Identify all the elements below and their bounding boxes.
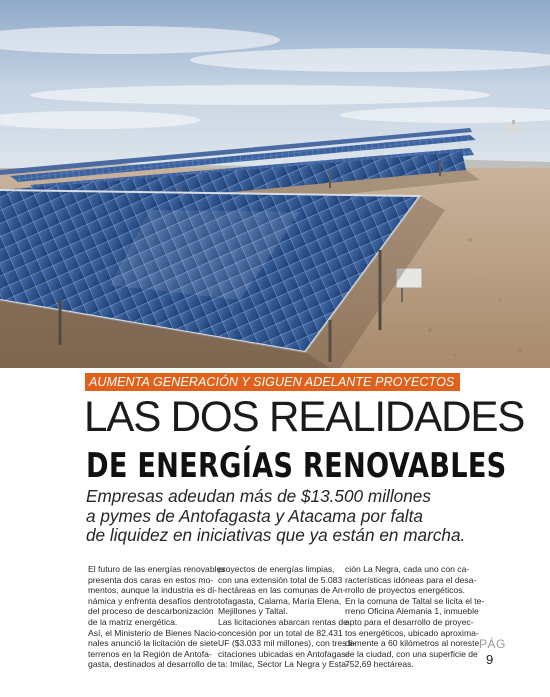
body-line: nales anunció la licitación de siete xyxy=(88,638,218,649)
body-line: tofagasta, Calama, María Elena, xyxy=(218,595,342,606)
body-column-3 xyxy=(345,564,485,670)
body-line: ción La Negra, cada uno con ca- xyxy=(345,564,470,574)
body-column-1 xyxy=(88,564,226,670)
body-line: damente a 60 kilómetros al noreste xyxy=(345,638,480,649)
body-line: Así, el Ministerio de Bienes Nacio- xyxy=(88,627,219,638)
page-number: 9 xyxy=(486,652,494,667)
body-line: con una extensión total de 5.083 xyxy=(218,574,343,585)
body-line: proyectos de energías limpias, xyxy=(218,564,335,574)
body-line: concesión por un total de 82.431 xyxy=(218,627,343,638)
section-kicker: AUMENTA GENERACIÓN Y SIGUEN ADELANTE PROYECTOS xyxy=(85,373,460,391)
body-line: racterísticas idóneas para el desa- xyxy=(345,574,477,585)
body-line: En la comuna de Taltal se licita el te- xyxy=(345,595,485,606)
body-line: mentos, aunque la industria es di- xyxy=(88,585,217,596)
body-line: ta: Imilac, Sector La Negra y Esta- xyxy=(218,659,349,670)
body-line: gasta, destinados al desarrollo de xyxy=(88,659,217,670)
headline-bold: DE ENERGÍAS RENOVABLES xyxy=(86,446,507,486)
body-line: hectáreas en las comunas de An- xyxy=(218,585,346,596)
deck-line: a pymes de Antofagasta y Atacama por falta xyxy=(86,505,423,526)
deck-line: de liquidez en iniciativas que ya están en marcha. xyxy=(86,525,466,545)
body-line: presenta dos caras en estos mo- xyxy=(88,574,214,585)
body-line: apto para el desarrollo de proyec- xyxy=(345,616,474,627)
body-line: Las licitaciones abarcan rentas de xyxy=(218,616,348,627)
body-line: UF ($3.033 mil millones), con tres li- xyxy=(218,638,356,649)
deck-line: Empresas adeudan más de $13.500 millones xyxy=(86,486,431,506)
body-line: námica y enfrenta desafíos dentro xyxy=(88,595,218,606)
deck-subtitle xyxy=(86,487,526,546)
body-line: citaciones ubicadas en Antofagas- xyxy=(218,648,349,659)
body-line: de la matriz energética. xyxy=(88,616,178,627)
body-line: de la ciudad, con una superficie de xyxy=(345,648,478,659)
body-line: Mejillones y Taltal. xyxy=(218,606,288,617)
body-line: rreno Oficina Alemania 1, inmueble xyxy=(345,606,479,617)
page-label: PÁG xyxy=(479,637,506,651)
body-line: tos energéticos, ubicado aproxima- xyxy=(345,627,479,638)
headline-light: LAS DOS REALIDADES xyxy=(84,393,525,441)
body-column-2 xyxy=(218,564,356,670)
body-line: El futuro de las energías renovables xyxy=(88,564,226,574)
body-line: terrenos en la Región de Antofa- xyxy=(88,648,212,659)
body-line: del proceso de descarbonización xyxy=(88,606,214,617)
body-line: rrollo de proyectos energéticos. xyxy=(345,585,465,596)
body-line: 752,69 hectáreas. xyxy=(345,659,414,670)
